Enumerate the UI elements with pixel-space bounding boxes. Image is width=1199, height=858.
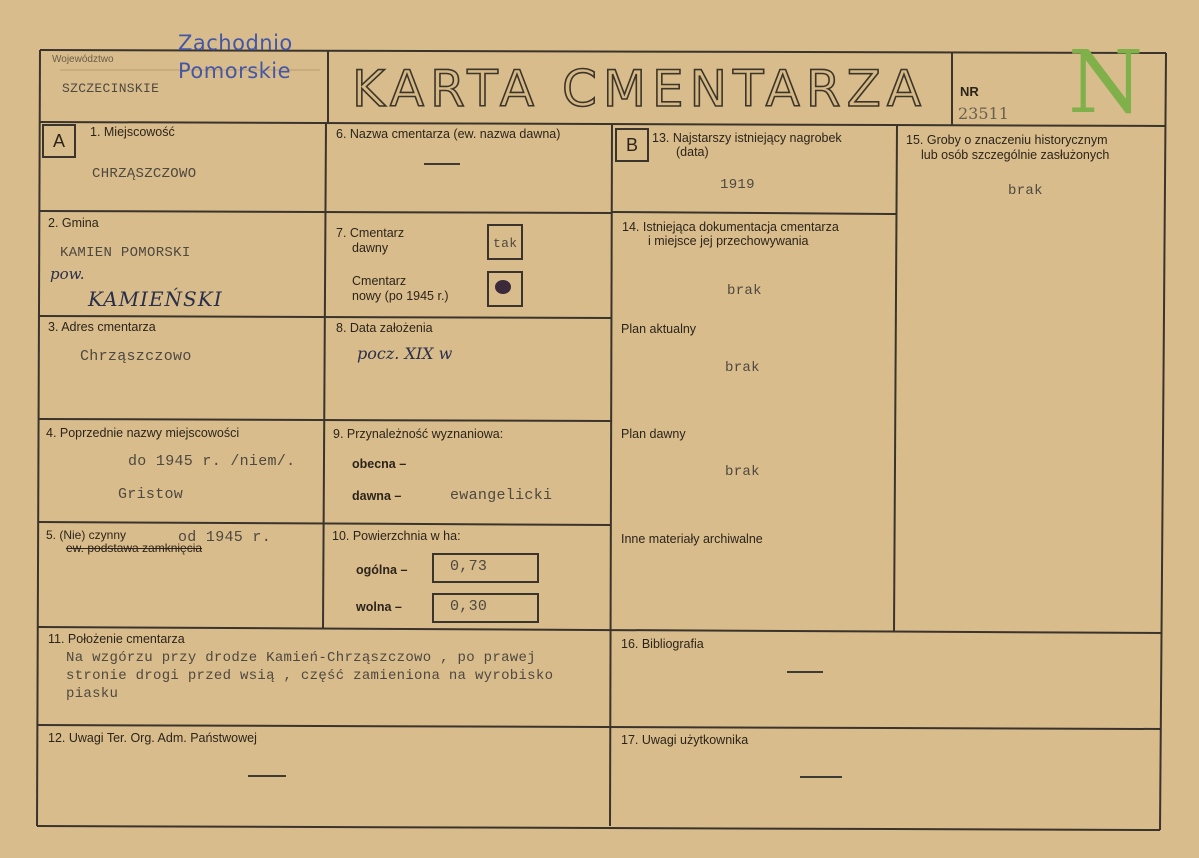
card-title: KARTA CMENTARZA (352, 60, 928, 118)
field-14-label-line2: i miejsce jej przechowywania (648, 234, 809, 248)
plan-current-label: Plan aktualny (621, 322, 697, 336)
field-7-label-line1: 7. Cmentarz (336, 226, 405, 240)
other-archives-label: Inne materiały archiwalne (621, 532, 763, 546)
field-14-value: brak (727, 283, 762, 299)
field-15-label-line2: lub osób szczególnie zasłużonych (921, 148, 1110, 162)
field-5-value: od 1945 r. (178, 529, 272, 546)
field-15-value: brak (1008, 183, 1043, 199)
section-a-marker: A (42, 124, 76, 158)
filled-checkbox-mark (495, 280, 511, 294)
field-8-value: pocz. XIX w (357, 344, 453, 363)
region-stamp-line2: Pomorskie (178, 59, 292, 83)
field-14-label-line1: 14. Istniejąca dokumentacja cmentarza (622, 220, 839, 234)
field-2-label: 2. Gmina (48, 216, 99, 230)
plan-former-label: Plan dawny (621, 427, 686, 441)
field-2-hand-value: KAMIEŃSKI (88, 287, 223, 311)
field-11-value-line3: piasku (66, 686, 119, 702)
section-b-marker: B (615, 128, 649, 162)
field-9-former-value: ewangelicki (450, 487, 553, 504)
field-13-value: 1919 (720, 177, 755, 193)
field-10-label: 10. Powierzchnia w ha: (332, 529, 461, 543)
field-9-former-label: dawna – (352, 489, 402, 503)
field-17-label: 17. Uwagi użytkownika (621, 733, 749, 747)
field-13-label-line1: 13. Najstarszy istniejący nagrobek (652, 131, 842, 145)
field-5-label-line1: 5. (Nie) czynny (46, 528, 127, 542)
region-stamp-line1: Zachodnio (178, 31, 293, 55)
wojewodztwo-value: SZCZECINSKIE (62, 81, 160, 96)
field-10-free-label: wolna – (356, 600, 402, 614)
field-16-label: 16. Bibliografia (621, 637, 704, 651)
field-6-label: 6. Nazwa cmentarza (ew. nazwa dawna) (336, 127, 561, 141)
field-2-value: KAMIEN POMORSKI (60, 245, 191, 261)
field-4-label: 4. Poprzednie nazwy miejscowości (46, 426, 240, 440)
field-11-value-line1: Na wzgórzu przy drodze Kamień-Chrząszczowo , po prawej (66, 650, 536, 666)
field-11-value-line2: stronie drogi przed wsią , część zamieniona na wyrobisko (66, 668, 554, 684)
field-8-label: 8. Data założenia (336, 321, 433, 335)
wojewodztwo-label: Województwo (52, 54, 114, 65)
nr-value: 23511 (958, 104, 1009, 123)
field-12-label: 12. Uwagi Ter. Org. Adm. Państwowej (48, 731, 257, 745)
nr-label: NR (960, 84, 979, 99)
field-10-free-value: 0,30 (450, 598, 488, 615)
field-16-empty-dash (787, 671, 823, 673)
field-3-value: Chrząszczowo (80, 348, 192, 365)
field-11-label: 11. Położenie cmentarza (48, 632, 185, 646)
field-7-label-line2: dawny (352, 241, 389, 255)
cemetery-old-checkbox-text: tak (493, 236, 518, 251)
archive-letter-stamp: N (1068, 33, 1144, 133)
field-4-value-line2: Gristow (118, 486, 184, 503)
plan-former-value: brak (725, 464, 760, 480)
field-12-empty-dash (248, 775, 286, 777)
field-7-new-line1: Cmentarz (352, 274, 407, 288)
field-15-label-line1: 15. Groby o znaczeniu historycznym (906, 133, 1108, 147)
field-13-label-line2: (data) (676, 145, 709, 159)
field-5-label-line2: ew. podstawa zamknięcia (66, 541, 203, 555)
field-17-empty-dash (800, 776, 842, 778)
field-1-label: 1. Miejscowość (90, 125, 175, 139)
field-6-empty-dash (424, 163, 460, 165)
field-7-new-line2: nowy (po 1945 r.) (352, 289, 449, 303)
field-10-total-label: ogólna – (356, 563, 408, 577)
field-10-total-value: 0,73 (450, 558, 488, 575)
field-1-value: CHRZĄSZCZOWO (92, 166, 197, 182)
field-3-label: 3. Adres cmentarza (48, 320, 156, 334)
field-9-current-label: obecna – (352, 457, 407, 471)
field-9-label: 9. Przynależność wyznaniowa: (333, 427, 504, 441)
field-4-value-line1: do 1945 r. /niem/. (128, 453, 296, 470)
field-2-hand-prefix: pow. (50, 265, 85, 283)
plan-current-value: brak (725, 360, 760, 376)
